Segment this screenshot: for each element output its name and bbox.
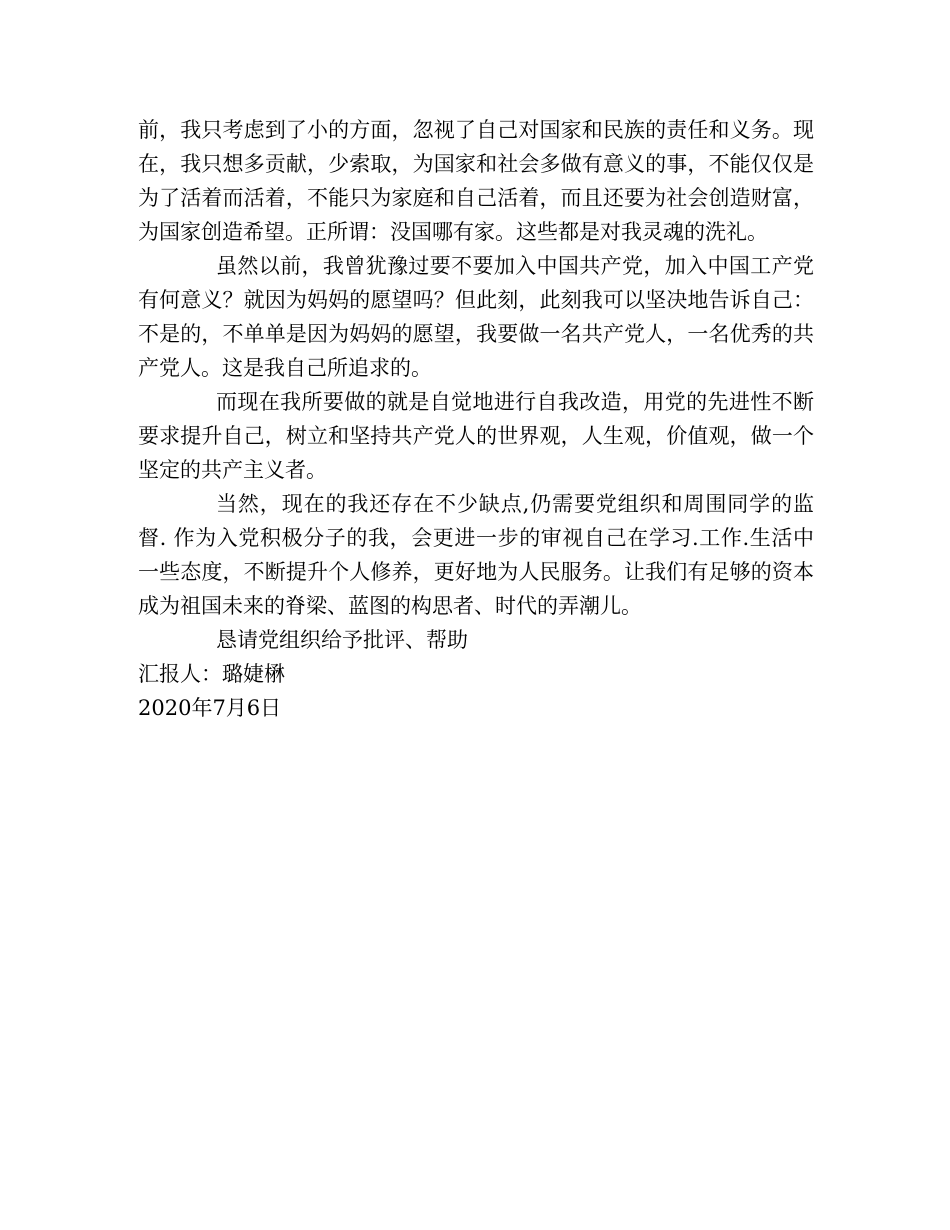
paragraph-1: 前，我只考虑到了小的方面，忽视了自己对国家和民族的责任和义务。现在，我只想多贡献，少索取，为国家和社会多做有意义的事，不能仅仅是为了活着而活着，不能只为家庭和自己活着，而且还要为社会创造财富，为国家创造希望。正所谓：没国哪有家。这些都是对我灵魂的洗礼。 [138, 118, 814, 244]
paragraph-3: 而现在我所要做的就是自觉地进行自我改造，用党的先进性不断要求提升自己，树立和坚持共产党人的世界观，人生观，价值观，做一个坚定的共产主义者。 [138, 390, 814, 482]
date-line: 2020年7月6日 [138, 696, 282, 720]
paragraph-2: 虽然以前，我曾犹豫过要不要加入中国共产党，加入中国工产党有何意义？就因为妈妈的愿望吗？但此刻，此刻我可以坚决地告诉自己：不是的，不单单是因为妈妈的愿望，我要做一名共产党人，一名优秀的共产党人。这是我自己所追求的。 [138, 254, 814, 380]
signoff-line: 恳请党组织给予批评、帮助 [216, 628, 468, 652]
reporter-line: 汇报人：璐婕楙 [138, 662, 285, 686]
document-body [138, 113, 814, 725]
paragraph-4: 当然，现在的我还存在不少缺点,仍需要党组织和周围同学的监督. 作为入党积极分子的我，会更进一步的审视自己在学习.工作.生活中一些态度，不断提升个人修养，更好地为人民服务。让我们有足够的资本成为祖国未来的脊梁、蓝图的构思者、时代的弄潮儿。 [138, 492, 814, 618]
